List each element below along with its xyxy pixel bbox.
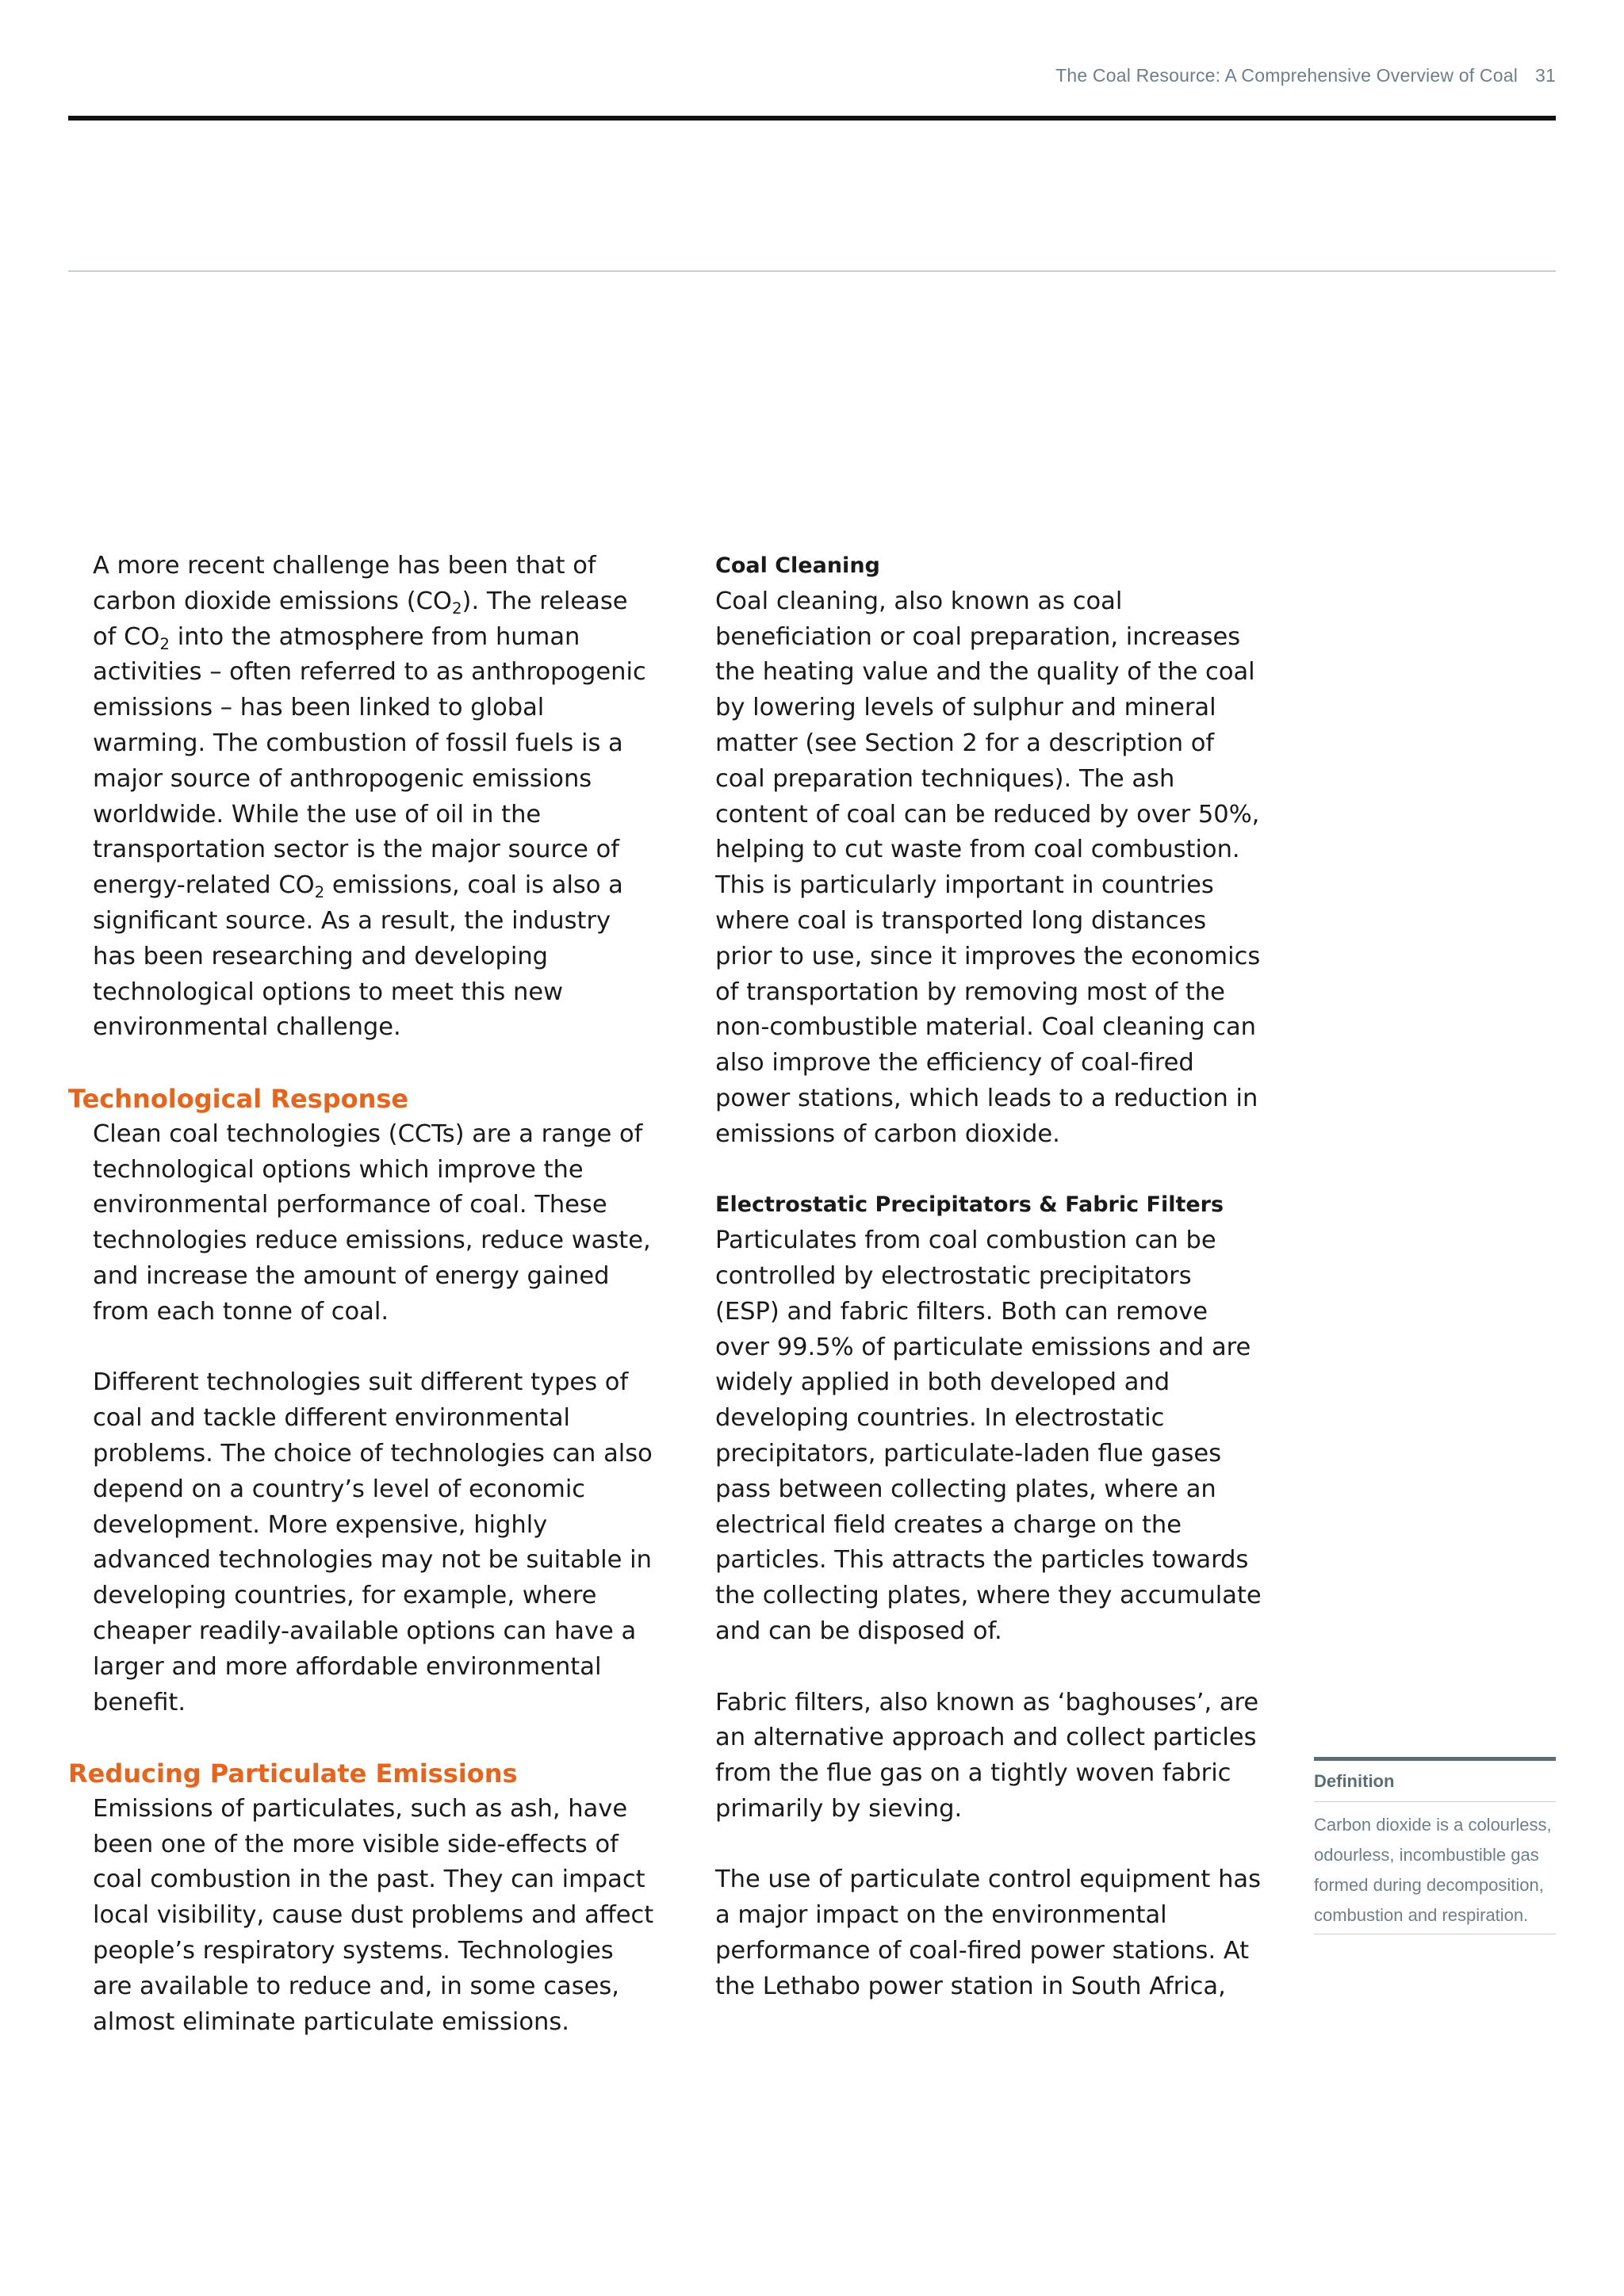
heading-technological-response: Technological Response xyxy=(68,1083,409,1114)
esp-paragraph-2: Fabric filters, also known as ‘baghouses’, are an alternative approach and collect particles from the flue gas on a tightly woven fabric primarily by sieving. xyxy=(715,1688,1259,1823)
header-rule xyxy=(68,116,1556,121)
tech-response-paragraph-2: Different technologies suit different types of coal and tackle different environmental problems. The choice of technologies can also depend on a country’s level of economic development. More expensive, highly advanced technologies may not be suitable in developing countries, for example, where cheaper readily-available options can have a larger and more affordable environmental benefit. xyxy=(93,1368,653,1716)
coal-cleaning-paragraph: Coal cleaning, also known as coal beneficiation or coal preparation, increases the heating value and the quality of the coal by lowering levels of sulphur and mineral matter (see Section 2 for a description of coal preparation techniques). The ash content of coal can be reduced by over 50%, helping to cut waste from coal combustion. This is particularly important in countries where coal is transported long distances prior to use, since it improves the economics of transportation by removing most of the non-combustible material. Coal cleaning can also improve the efficiency of coal-fired power stations, which leads to a reduction in emissions of carbon dioxide. xyxy=(715,587,1261,1148)
left-column xyxy=(68,549,655,2040)
definition-box xyxy=(1314,1757,1556,1934)
page-number: 31 xyxy=(1535,65,1556,86)
esp-paragraph-1: Particulates from coal combustion can be controlled by electrostatic precipitators (ESP) and fabric filters. Both can remove over 99.5% of particulate emissions and are widely applied in both developed and developing countries. In electrostatic precipitators, particulate-laden flue gases pass between collecting plates, where an electrical field creates a charge on the particles. This attracts the particles towards the collecting plates, where they accumulate and can be disposed of. xyxy=(715,1226,1262,1645)
running-header xyxy=(1055,65,1556,86)
header-title: The Coal Resource: A Comprehensive Overview of Coal xyxy=(1055,65,1519,86)
heading-esp-fabric-filters: Electrostatic Precipitators & Fabric Filters xyxy=(715,1192,1224,1218)
tech-response-paragraph-1: Clean coal technologies (CCTs) are a range of technological options which improve the environmental performance of coal. These technologies reduce emissions, reduce waste, and increase the amount of energy gained from each tonne of coal. xyxy=(93,1119,651,1326)
heading-coal-cleaning: Coal Cleaning xyxy=(715,553,880,578)
middle-column xyxy=(715,549,1262,2005)
particulates-paragraph: Emissions of particulates, such as ash, have been one of the more visible side-effects of coal combustion in the past. They can impact local visibility, cause dust problems and affect people’s respiratory systems. Technologies are available to reduce and, in some cases, almost eliminate particulate emissions. xyxy=(93,1794,654,2036)
esp-paragraph-3: The use of particulate control equipment has a major impact on the environmental performance of coal-fired power stations. At the Lethabo power station in South Africa, xyxy=(715,1866,1261,2000)
intro-paragraph: A more recent challenge has been that of carbon dioxide emissions $(CO_2)$. The release of $CO_2$ into the atmosphere from human activities – often referred to as anthropogenic emissions – has been linked to global warming. The combustion of fossil fuels is a major source of anthropogenic emissions worldwide. While the use of oil in the transportation sector is the major source of energy-related $CO_2$ emissions, coal is also a significant source. As a result, the industry has been researching and developing technological options to meet this new environmental challenge. xyxy=(93,552,646,1042)
definition-body: Carbon dioxide is a colourless, odourless, incombustible gas formed during decomposition, combustion and respiration. xyxy=(1314,1802,1556,1934)
definition-title: Definition xyxy=(1314,1761,1556,1802)
section-divider xyxy=(68,270,1556,272)
heading-reducing-particulate-emissions: Reducing Particulate Emissions xyxy=(68,1758,518,1789)
